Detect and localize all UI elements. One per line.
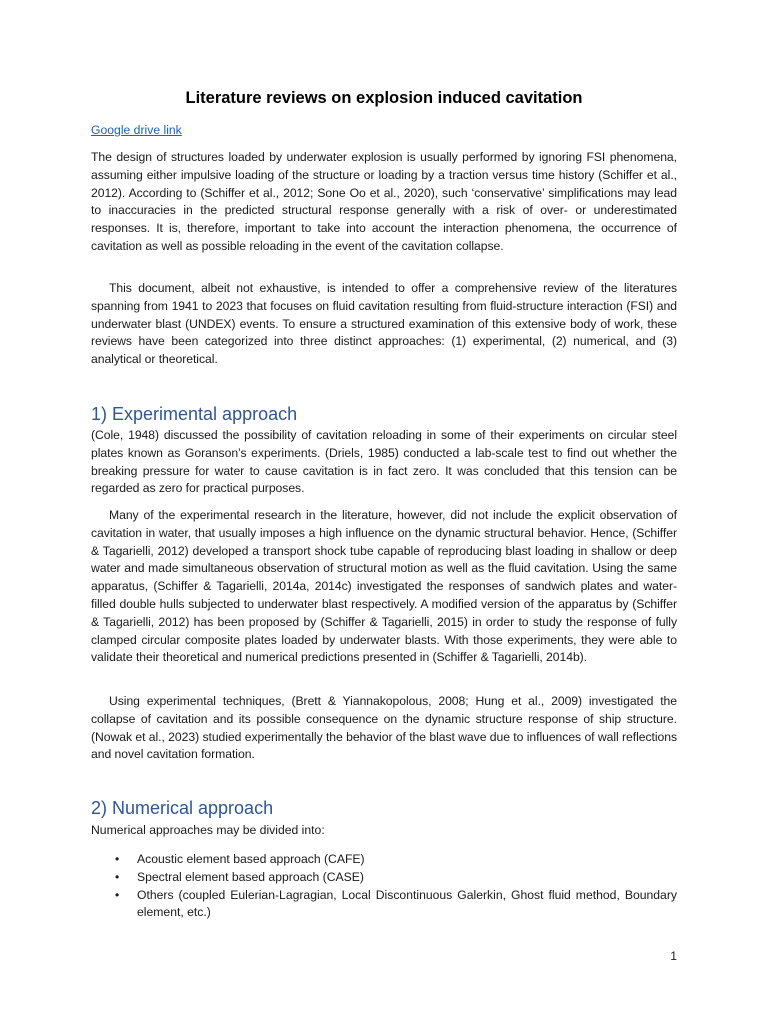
document-title: Literature reviews on explosion induced cavitation [185,89,583,107]
bullet-icon: • [115,869,120,884]
intro-paragraph-1: The design of structures loaded by underwater explosion is usually performed by ignoring FSI phenomena, assuming either impulsive loading of the structure or loading by a traction versus time history (Schiffer et al., 2012). According to (Schiffer et al., 2012; Sone Oo et al., 2020), such ‘conservative’ simplifications may lead to inaccuracies in the predicted structural response generally with a risk of over- or underestimated responses. It is, therefore, important to take into account the interaction phenomena, the occurrence of cavitation as well as possible reloading in the event of the cavitation collapse. [91,150,677,253]
list-item-text: Acoustic element based approach (CAFE) [137,852,365,866]
experimental-paragraph-1: (Cole, 1948) discussed the possibility of cavitation reloading in some of their experiments on circular steel plates known as Goranson’s experiments. (Driels, 1985) conducted a lab-scale test to find out whether the breaking pressure for water to cause cavitation is in fact zero. It was concluded that this tension can be regarded as zero for practical purposes. [91,428,677,496]
list-item-text: Others (coupled Eulerian-Lagragian, Local Discontinuous Galerkin, Ghost fluid method, Boundary element, etc.) [137,887,677,920]
intro-paragraph-2: This document, albeit not exhaustive, is intended to offer a comprehensive review of the literatures spanning from 1941 to 2023 that focuses on fluid cavitation resulting from fluid-structure interaction (FSI) and underwater blast (UNDEX) events. To ensure a structured examination of this extensive body of work, these reviews have been categorized into three distinct approaches: (1) experimental, (2) numerical, and (3) analytical or theoretical. [91,281,677,367]
page-number: 1 [670,949,677,963]
list-item [91,887,677,923]
numerical-approach-list [91,851,677,922]
section-heading-experimental: 1) Experimental approach [91,404,298,424]
bullet-icon: • [115,887,120,902]
list-item-text: Spectral element based approach (CASE) [137,869,364,884]
list-item [91,851,677,869]
section-heading-numerical: 2) Numerical approach [91,798,274,818]
google-drive-link[interactable]: Google drive link [91,123,182,137]
experimental-paragraph-2: Many of the experimental research in the literature, however, did not include the explicit observation of cavitation in water, that usually imposes a high influence on the dynamic structural behavior. Hence, (Schiffer & Tagarielli, 2012) developed a transport shock tube capable of reproducing blast loading in shallow or deep water and made simultaneous observation of structural motion as well as the fluid cavitation. Using the same apparatus, (Schiffer & Tagarielli, 2014a, 2014c) investigated the responses of sandwich plates and water-filled double hulls subjected to underwater blast respectively. A modified version of the apparatus by (Schiffer & Tagarielli, 2012) has been proposed by (Schiffer & Tagarielli, 2015) in order to study the response of fully clamped circular composite plates loaded by underwater blasts. With those experiments, they were able to validate their theoretical and numerical predictions presented in (Schiffer & Tagarielli, 2014b). [91,508,677,665]
numerical-intro: Numerical approaches may be divided into: [91,823,325,837]
list-item [91,869,677,887]
experimental-paragraph-3: Using experimental techniques, (Brett & Yiannakopolous, 2008; Hung et al., 2009) investigated the collapse of cavitation and its possible consequence on the dynamic structure response of ship structure. (Nowak et al., 2023) studied experimentally the behavior of the blast wave due to influences of wall reflections and novel cavitation formation. [91,694,677,762]
bullet-icon: • [115,852,120,866]
